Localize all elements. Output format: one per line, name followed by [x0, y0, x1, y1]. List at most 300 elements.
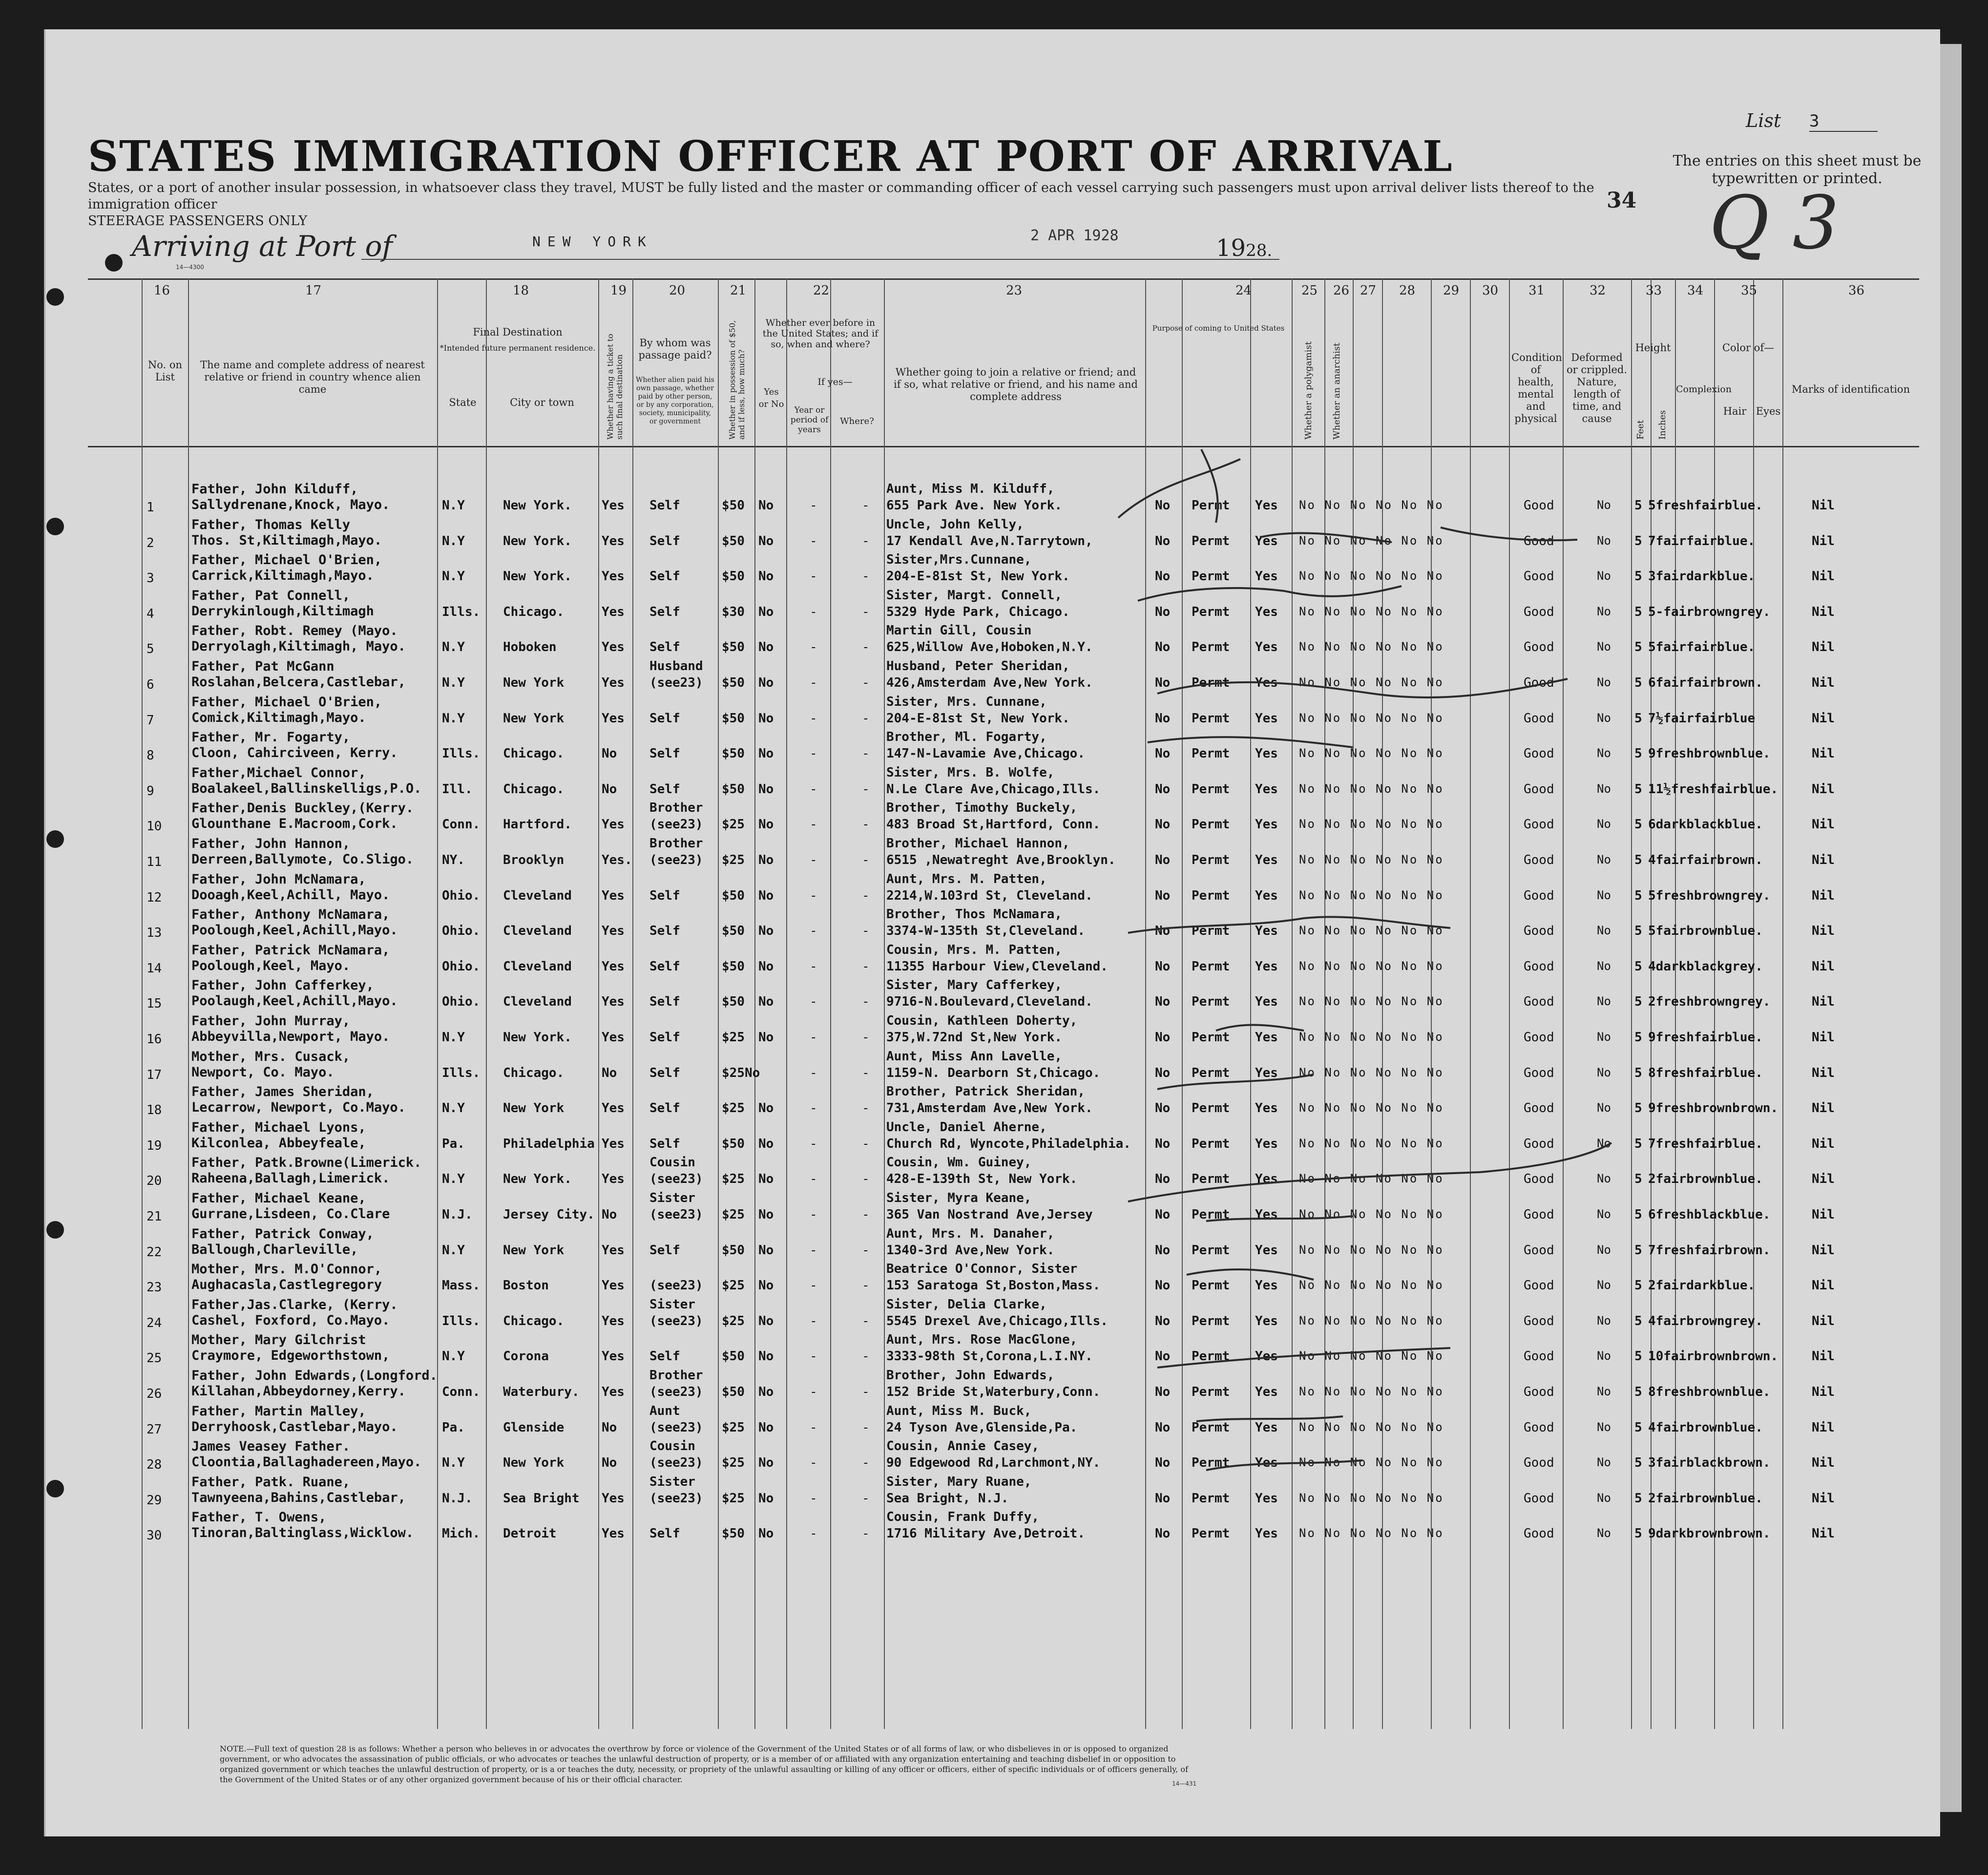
column-number: 36	[1848, 283, 1865, 298]
destination-state: N.Y	[442, 569, 465, 584]
height-feet: 5	[1634, 1101, 1642, 1116]
year-prefix: 19	[1216, 234, 1246, 262]
table-row	[0, 549, 1953, 586]
purpose-return: No	[1155, 1030, 1171, 1045]
years-in-us: -	[810, 1101, 817, 1116]
header-ticket: Whether having a ticket to such final destination	[606, 334, 624, 440]
destination-city: Detroit	[503, 1526, 557, 1541]
joining-address: 3333-98th St,Corona,L.I.NY.	[886, 1349, 1093, 1364]
header-yes-no: Yes or No	[758, 387, 784, 409]
purpose-stay: Permt	[1192, 1491, 1230, 1506]
joining-address: 204-E-81st St, New York.	[886, 569, 1070, 584]
screening-answers: No No No No No No	[1299, 959, 1444, 973]
physical-description: 9darkbrownbrown.	[1648, 1526, 1771, 1541]
relative-name: Mother, Mary Gilchrist	[191, 1332, 366, 1348]
ticket-status: Yes	[602, 675, 625, 690]
years-in-us: -	[810, 1136, 817, 1151]
header-join-relative: Whether going to join a relative or friend; and if so, what relative or friend, and his name and complete address	[894, 366, 1138, 402]
where-in-us: -	[862, 640, 870, 655]
relative-address: Gurrane,Lisdeen, Co.Clare	[191, 1206, 390, 1222]
destination-city: Cleveland	[503, 888, 572, 903]
passage-payer: Sister	[649, 1297, 695, 1312]
physical-description: 9freshfairblue.	[1648, 1030, 1763, 1045]
years-in-us: -	[810, 781, 817, 797]
destination-state: Ill.	[442, 781, 473, 797]
health-condition: Good	[1524, 817, 1554, 832]
column-number: 17	[305, 283, 322, 298]
relative-name: Father,Denis Buckley,(Kerry.	[191, 801, 414, 816]
relative-name: Father, John McNamara,	[191, 871, 366, 887]
destination-state: Conn.	[442, 817, 481, 832]
row-number: 3	[146, 571, 154, 586]
health-condition: Good	[1524, 533, 1554, 548]
passage-paid: Self	[649, 1030, 680, 1045]
arrival-underline	[361, 259, 1279, 260]
identification-marks: Nil	[1812, 1278, 1835, 1293]
purpose-stay: Permt	[1192, 1207, 1230, 1222]
ticket-status: No	[602, 1065, 617, 1080]
previously-in-us: No	[758, 746, 774, 761]
purpose-reside: Yes	[1255, 1455, 1278, 1471]
row-number: 19	[146, 1138, 162, 1153]
deformed-status: No	[1597, 1313, 1611, 1327]
column-number: 26	[1333, 283, 1350, 298]
joining-address: 625,Willow Ave,Hoboken,N.Y.	[886, 640, 1093, 655]
header-eyes: Eyes	[1756, 405, 1781, 417]
joining-relative: Brother, Timothy Buckely,	[886, 801, 1078, 816]
health-condition: Good	[1524, 1313, 1554, 1328]
relative-name: Father, Martin Malley,	[191, 1403, 366, 1419]
ticket-status: No	[602, 781, 617, 797]
years-in-us: -	[810, 853, 817, 867]
identification-marks: Nil	[1812, 1172, 1835, 1187]
relative-address: Abbeyvilla,Newport, Mayo.	[191, 1029, 390, 1044]
destination-state: Pa.	[442, 1136, 465, 1151]
row-number: 16	[146, 1032, 162, 1047]
physical-description: 4darkblackgrey.	[1648, 959, 1763, 974]
health-condition: Good	[1524, 1065, 1554, 1080]
physical-description: 9freshbrownblue.	[1648, 746, 1771, 761]
health-condition: Good	[1524, 640, 1554, 655]
purpose-return: No	[1155, 498, 1171, 513]
where-in-us: -	[862, 853, 870, 867]
destination-city: New York	[503, 1455, 565, 1471]
destination-city: New York.	[503, 1172, 572, 1187]
column-number: 21	[730, 283, 747, 298]
height-feet: 5	[1634, 959, 1642, 974]
punch-hole	[105, 254, 123, 272]
physical-description: 11½freshfairblue.	[1648, 781, 1779, 797]
screening-answers: No No No No No No	[1299, 640, 1444, 654]
destination-state: N.Y	[442, 1455, 465, 1471]
previously-in-us: No	[758, 498, 774, 513]
purpose-stay: Permt	[1192, 1349, 1230, 1364]
relative-name: Father, Pat Connell,	[191, 588, 351, 603]
relative-name: Father, Thomas Kelly	[191, 517, 351, 532]
row-number: 20	[146, 1174, 162, 1189]
identification-marks: Nil	[1812, 569, 1835, 584]
joining-relative: Brother, John Edwards,	[886, 1368, 1055, 1383]
purpose-reside: Yes	[1255, 1030, 1278, 1045]
sheet-code: 34	[1607, 188, 1637, 213]
identification-marks: Nil	[1812, 1313, 1835, 1328]
passage-paid: Self	[649, 994, 680, 1010]
purpose-reside: Yes	[1255, 569, 1278, 584]
ticket-status: Yes	[602, 498, 625, 513]
money-possessed: $50	[722, 569, 745, 584]
identification-marks: Nil	[1812, 1207, 1835, 1222]
money-possessed: $25	[722, 1313, 745, 1328]
destination-state: N.J.	[442, 1491, 473, 1506]
joining-relative: Brother, Thos McNamara,	[886, 907, 1063, 922]
relative-name: Father, T. Owens,	[191, 1510, 327, 1525]
height-feet: 5	[1634, 1349, 1642, 1364]
row-number: 23	[146, 1280, 162, 1295]
deformed-status: No	[1597, 533, 1611, 548]
column-number: 31	[1528, 283, 1545, 298]
identification-marks: Nil	[1812, 781, 1835, 797]
where-in-us: -	[862, 1349, 870, 1364]
money-possessed: $25	[722, 853, 745, 867]
joining-relative: Sister, Mary Cafferkey,	[886, 978, 1063, 993]
relative-name: Mother, Mrs. M.O'Connor,	[191, 1262, 382, 1277]
relative-address: Poolough,Keel,Achill,Mayo.	[191, 923, 398, 938]
passage-paid: Self	[649, 1526, 680, 1541]
identification-marks: Nil	[1812, 675, 1835, 690]
money-possessed: $50	[722, 711, 745, 726]
header-destination-note: *Intended future permanent residence.	[439, 343, 596, 353]
joining-relative: Sister, Mary Ruane,	[886, 1474, 1032, 1489]
years-in-us: -	[810, 1455, 817, 1471]
physical-description: 5fairbrownblue.	[1648, 924, 1763, 939]
destination-city: New York	[503, 711, 565, 726]
joining-address: 5545 Drexel Ave,Chicago,Ills.	[886, 1313, 1108, 1328]
purpose-return: No	[1155, 959, 1171, 974]
deformed-status: No	[1597, 1420, 1611, 1434]
table-row	[0, 940, 1953, 976]
identification-marks: Nil	[1812, 1491, 1835, 1506]
joining-relative: Cousin, Kathleen Doherty,	[886, 1013, 1078, 1028]
header-hair: Hair	[1723, 405, 1747, 417]
purpose-return: No	[1155, 1313, 1171, 1328]
relative-address: Newport, Co. Mayo.	[191, 1064, 335, 1080]
screening-answers: No No No No No No	[1299, 1278, 1444, 1292]
column-number: 29	[1443, 283, 1460, 298]
column-number: 23	[1006, 283, 1023, 298]
purpose-return: No	[1155, 746, 1171, 761]
height-feet: 5	[1634, 1207, 1642, 1222]
height-feet: 5	[1634, 1455, 1642, 1471]
relative-address: Glounthane E.Macroom,Cork.	[191, 816, 398, 832]
deformed-status: No	[1597, 498, 1611, 512]
purpose-reside: Yes	[1255, 1136, 1278, 1151]
where-in-us: -	[862, 1526, 870, 1541]
relative-name: Father, Anthony McNamara,	[191, 907, 390, 923]
previously-in-us: No	[758, 781, 774, 797]
physical-description: 5freshbrowngrey.	[1648, 888, 1771, 903]
header-no-on-list: No. on List	[147, 359, 183, 383]
destination-city: Chicago.	[503, 604, 565, 619]
relative-address: Tinoran,Baltinglass,Wicklow.	[191, 1525, 414, 1541]
previously-in-us: No	[758, 1172, 774, 1187]
joining-address: 375,W.72nd St,New York.	[886, 1030, 1063, 1045]
screening-answers: No No No No No No	[1299, 1030, 1444, 1044]
subtitle-class: STEERAGE PASSENGERS ONLY	[88, 213, 308, 229]
money-possessed: $50	[722, 924, 745, 939]
destination-state: Ills.	[442, 746, 481, 761]
relative-address: Derryolagh,Kiltimagh, Mayo.	[191, 639, 406, 654]
purpose-reside: Yes	[1255, 1526, 1278, 1541]
height-feet: 5	[1634, 1313, 1642, 1328]
passage-paid: (see23)	[649, 1455, 703, 1471]
money-possessed: $50	[722, 1243, 745, 1258]
row-number: 27	[146, 1422, 162, 1437]
previously-in-us: No	[758, 569, 774, 584]
deformed-status: No	[1597, 1030, 1611, 1044]
health-condition: Good	[1524, 1136, 1554, 1151]
joining-address: 24 Tyson Ave,Glenside,Pa.	[886, 1420, 1078, 1435]
destination-city: Cleveland	[503, 994, 572, 1010]
row-number: 4	[146, 606, 154, 621]
identification-marks: Nil	[1812, 1136, 1835, 1151]
deformed-status: No	[1597, 781, 1611, 796]
row-number: 30	[146, 1528, 162, 1543]
purpose-stay: Permt	[1192, 817, 1230, 832]
identification-marks: Nil	[1812, 853, 1835, 867]
joining-relative: Sister, Mrs. B. Wolfe,	[886, 765, 1055, 780]
where-in-us: -	[862, 711, 870, 726]
joining-address: 3374-W-135th St,Cleveland.	[886, 924, 1085, 939]
identification-marks: Nil	[1812, 533, 1835, 548]
joining-relative: Uncle, John Kelly,	[886, 517, 1024, 532]
column-number: 19	[610, 283, 627, 298]
purpose-return: No	[1155, 711, 1171, 726]
joining-address: 428-E-139th St, New York.	[886, 1172, 1078, 1187]
destination-city: Brooklyn	[503, 853, 565, 867]
relative-address: Cloon, Cahirciveen, Kerry.	[191, 745, 398, 761]
health-condition: Good	[1524, 1491, 1554, 1506]
destination-city: Glenside	[503, 1420, 565, 1435]
destination-city: New York	[503, 675, 565, 690]
destination-state: Pa.	[442, 1420, 465, 1435]
passage-paid: Self	[649, 1349, 680, 1364]
relative-name: Father,Michael Connor,	[191, 765, 366, 780]
deformed-status: No	[1597, 853, 1611, 866]
row-number: 6	[146, 677, 154, 692]
destination-city: New York.	[503, 1030, 572, 1045]
destination-city: Chicago.	[503, 746, 565, 761]
identification-marks: Nil	[1812, 1455, 1835, 1471]
purpose-return: No	[1155, 675, 1171, 690]
ticket-status: Yes	[602, 1313, 625, 1328]
money-possessed: $50	[722, 675, 745, 690]
passage-paid: (see23)	[649, 1313, 703, 1328]
relative-name: Father, John Cafferkey,	[191, 978, 374, 993]
years-in-us: -	[810, 640, 817, 655]
header-purpose: Purpose of coming to United States	[1152, 324, 1285, 333]
destination-city: Sea Bright	[503, 1491, 580, 1506]
table-row	[0, 1152, 1953, 1188]
health-condition: Good	[1524, 853, 1554, 867]
deformed-status: No	[1597, 746, 1611, 760]
purpose-return: No	[1155, 1278, 1171, 1293]
identification-marks: Nil	[1812, 817, 1835, 832]
relative-address: Raheena,Ballagh,Limerick.	[191, 1171, 390, 1186]
destination-state: Ohio.	[442, 994, 481, 1010]
screening-answers: No No No No No No	[1299, 498, 1444, 512]
height-feet: 5	[1634, 746, 1642, 761]
deformed-status: No	[1597, 1526, 1611, 1540]
destination-city: New York.	[503, 569, 572, 584]
passage-payer: Sister	[649, 1474, 695, 1489]
ticket-status: No	[602, 1420, 617, 1435]
purpose-return: No	[1155, 1455, 1171, 1471]
previously-in-us: No	[758, 1278, 774, 1293]
table-row	[0, 1329, 1953, 1366]
purpose-stay: Permt	[1192, 711, 1230, 726]
typewritten-note: The entries on this sheet must be typewritten or printed.	[1673, 152, 1922, 187]
years-in-us: -	[810, 959, 817, 974]
purpose-return: No	[1155, 853, 1171, 867]
destination-state: N.Y	[442, 1030, 465, 1045]
purpose-stay: Permt	[1192, 1313, 1230, 1328]
deformed-status: No	[1597, 604, 1611, 618]
screening-answers: No No No No No No	[1299, 569, 1444, 583]
identification-marks: Nil	[1812, 1526, 1835, 1541]
table-row	[0, 1294, 1953, 1330]
table-row	[0, 1046, 1953, 1082]
purpose-reside: Yes	[1255, 1172, 1278, 1187]
relative-address: Cloontia,Ballaghadereen,Mayo.	[191, 1454, 422, 1470]
purpose-stay: Permt	[1192, 994, 1230, 1010]
joining-address: 152 Bride St,Waterbury,Conn.	[886, 1385, 1101, 1399]
screening-answers: No No No No No No	[1299, 924, 1444, 938]
height-feet: 5	[1634, 1136, 1642, 1151]
money-possessed: $50	[722, 1526, 745, 1541]
destination-state: N.Y	[442, 1243, 465, 1258]
table-row	[0, 904, 1953, 940]
header-money: Whether in possession of $50, and if less, how much?	[728, 320, 746, 440]
joining-relative: Sister, Delia Clarke,	[886, 1297, 1047, 1312]
screening-answers: No No No No No No	[1299, 1207, 1444, 1221]
deformed-status: No	[1597, 888, 1611, 902]
screening-answers: No No No No No No	[1299, 1455, 1444, 1470]
where-in-us: -	[862, 533, 870, 548]
header-marks: Marks of identification	[1791, 383, 1910, 395]
years-in-us: -	[810, 888, 817, 903]
footnote-question-28: NOTE.—Full text of question 28 is as follows: Whether a person who believes in or advocates the overthrow by force or violence of the Government of the United States or of all forms of law, or who disbelieves in or is opposed to organized government, or who advocates the assassination of public officials, or who advocates or teaches the unlawful destruction of property, or is a member of or affiliated with any organization entertaining and teaching disbelief in or opposition to organized government or which teaches the unlawful destruction of property, or is a or teaches the duty, necessity, or propriety of the unlawful assaulting or killing of any officer or officers, either of specific individuals or of officers generally, of the Government of the United States or of any other organized government because of his or their official character.	[220, 1744, 1188, 1784]
physical-description: 4fairbrowngrey.	[1648, 1313, 1763, 1328]
joining-relative: Sister, Margt. Connell,	[886, 588, 1063, 603]
relative-address: Carrick,Kiltimagh,Mayo.	[191, 568, 374, 584]
screening-answers: No No No No No No	[1299, 1136, 1444, 1150]
where-in-us: -	[862, 1172, 870, 1187]
money-possessed: $50	[722, 1385, 745, 1399]
money-possessed: $50	[722, 533, 745, 548]
physical-description: 7½fairfairblue	[1648, 711, 1756, 726]
header-height: Height	[1635, 342, 1671, 354]
where-in-us: -	[862, 1491, 870, 1506]
previously-in-us: No	[758, 1491, 774, 1506]
destination-state: Ohio.	[442, 888, 481, 903]
ticket-status: No	[602, 1455, 617, 1471]
destination-city: New York	[503, 1101, 565, 1116]
passage-paid: Self	[649, 640, 680, 655]
punch-hole	[46, 288, 64, 306]
identification-marks: Nil	[1812, 924, 1835, 939]
table-row	[0, 479, 1953, 515]
purpose-stay: Permt	[1192, 498, 1230, 513]
ticket-status: Yes	[602, 888, 625, 903]
health-condition: Good	[1524, 1207, 1554, 1222]
destination-city: New York	[503, 1243, 565, 1258]
physical-description: 2fairbrownblue.	[1648, 1491, 1763, 1506]
passage-paid: (see23)	[649, 1278, 703, 1293]
health-condition: Good	[1524, 675, 1554, 690]
identification-marks: Nil	[1812, 1420, 1835, 1435]
physical-description: 2fairbrownblue.	[1648, 1172, 1763, 1187]
ticket-status: Yes	[602, 959, 625, 974]
ticket-status: Yes	[602, 569, 625, 584]
destination-city: New York.	[503, 533, 572, 548]
table-row	[0, 514, 1953, 550]
column-number: 35	[1741, 283, 1758, 298]
relative-name: Father, Pat McGann	[191, 659, 335, 674]
previously-in-us: No	[758, 1385, 774, 1399]
relative-address: Poolaugh,Keel,Achill,Mayo.	[191, 993, 398, 1009]
relative-name: James Veasey Father.	[191, 1439, 351, 1454]
years-in-us: -	[810, 675, 817, 690]
height-feet: 5	[1634, 1278, 1642, 1293]
health-condition: Good	[1524, 569, 1554, 584]
screening-answers: No No No No No No	[1299, 1101, 1444, 1115]
joining-relative: Sister, Myra Keane,	[886, 1191, 1032, 1205]
joining-address: 90 Edgewood Rd,Larchmont,NY.	[886, 1455, 1101, 1471]
row-number: 13	[146, 926, 162, 941]
health-condition: Good	[1524, 1243, 1554, 1258]
joining-address: 1159-N. Dearborn St,Chicago.	[886, 1065, 1101, 1080]
previously-in-us: No	[758, 533, 774, 548]
purpose-reside: Yes	[1255, 604, 1278, 619]
purpose-stay: Permt	[1192, 604, 1230, 619]
identification-marks: Nil	[1812, 959, 1835, 974]
where-in-us: -	[862, 1455, 870, 1471]
money-possessed: $25	[722, 1207, 745, 1222]
identification-marks: Nil	[1812, 498, 1835, 513]
passage-paid: (see23)	[649, 675, 703, 690]
passage-paid: Self	[649, 1101, 680, 1116]
money-possessed: $25	[722, 1030, 745, 1045]
passage-paid: (see23)	[649, 1420, 703, 1435]
previously-in-us: No	[758, 1420, 774, 1435]
years-in-us: -	[810, 1278, 817, 1293]
passage-paid: Self	[649, 1065, 680, 1080]
purpose-reside: Yes	[1255, 1207, 1278, 1222]
joining-address: 2214,W.103rd St, Cleveland.	[886, 888, 1093, 903]
column-number: 24	[1235, 283, 1252, 298]
where-in-us: -	[862, 498, 870, 513]
purpose-stay: Permt	[1192, 1101, 1230, 1116]
ticket-status: Yes	[602, 533, 625, 548]
relative-name: Father, John Hannon,	[191, 836, 351, 851]
purpose-stay: Permt	[1192, 1455, 1230, 1471]
table-row	[0, 1081, 1953, 1117]
relative-name: Father, Patk. Ruane,	[191, 1474, 351, 1490]
purpose-return: No	[1155, 1243, 1171, 1258]
passage-paid: Self	[649, 746, 680, 761]
ticket-status: Yes	[602, 1491, 625, 1506]
relative-address: Derryhoosk,Castlebar,Mayo.	[191, 1419, 398, 1434]
